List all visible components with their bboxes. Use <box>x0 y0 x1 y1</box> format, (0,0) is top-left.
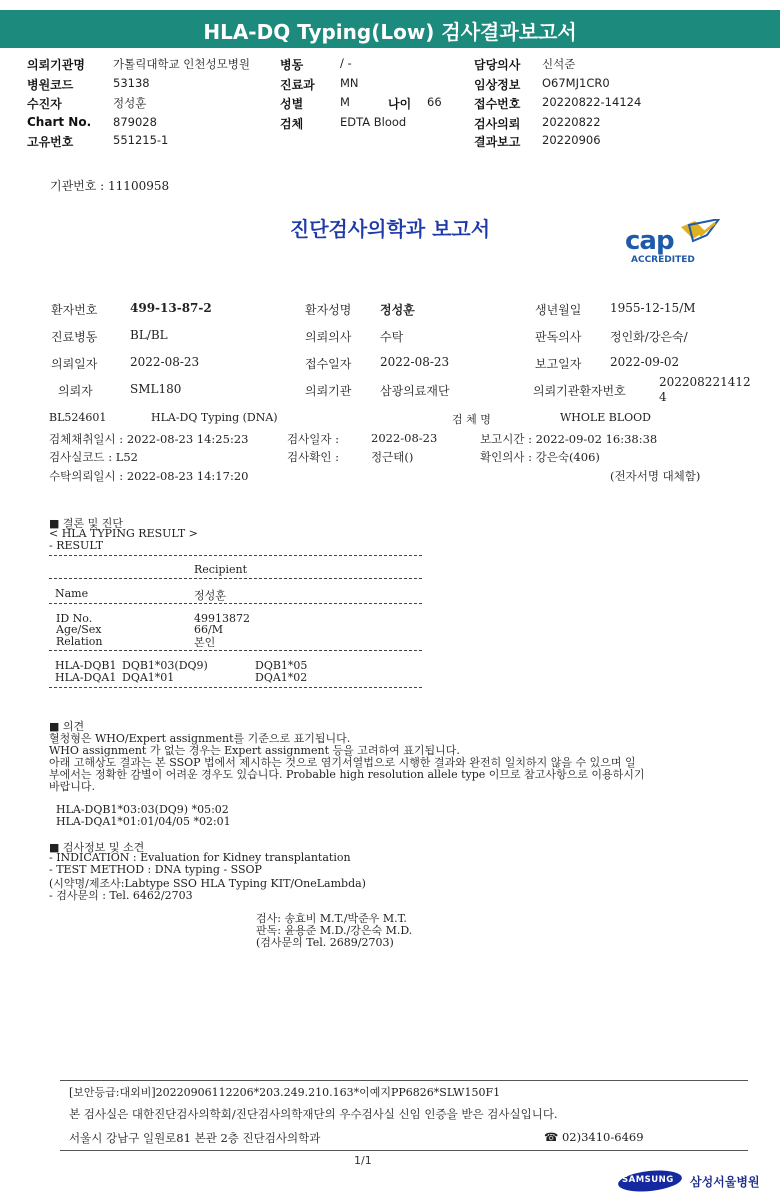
signer-test: 검사: 송효비 M.T./박준우 M.T. <box>256 912 407 925</box>
patient-number: 499-13-87-2 <box>130 301 212 315</box>
patient-name: 정성훈 <box>380 303 415 317</box>
patient-label: 판독의사 <box>535 330 582 344</box>
opinion-line: 혈청형은 WHO/Expert assignment를 기준으로 표기됩니다. <box>49 732 351 745</box>
cap-logo-text: cap <box>625 226 674 256</box>
opinion-line: 아래 고해상도 결과는 본 SSOP 법에서 제시하는 것으로 염기서열법으로 시행한 결과와 완전히 일치하지 않을 수 있으며 일 <box>49 756 636 769</box>
age-value: 66 <box>427 95 442 109</box>
header-label: 검사의뢰 <box>474 117 521 131</box>
header-label: 의뢰기관명 <box>27 58 85 72</box>
header-label: 임상정보 <box>474 78 521 92</box>
header-label: 고유번호 <box>27 135 74 149</box>
report-title-banner: HLA-DQ Typing(Low) 검사결과보고서 <box>203 20 577 44</box>
institution-number: 기관번호 : 11100958 <box>50 179 170 193</box>
header-value: 신석준 <box>542 57 576 71</box>
confirm-label: 검사확인 : <box>287 450 339 464</box>
test-code: BL524601 <box>49 411 107 424</box>
specimen-label: 검 체 명 <box>452 413 491 426</box>
address-text: 서울시 강남구 일원로81 본관 2층 진단검사의학과 <box>69 1131 321 1145</box>
header-value: O67MJ1CR0 <box>542 76 610 90</box>
certification-text: 본 검사실은 대한진단검사의학회/진단검사의학재단의 우수검사실 신임 인증을 받은 검사실입니다. <box>69 1107 558 1121</box>
confirm-doctor: 확인의사 : 강은숙(406) <box>480 450 600 464</box>
high-res-dqb1: HLA-DQB1*03:03(DQ9) *05:02 <box>56 803 229 816</box>
footer-divider <box>60 1150 748 1151</box>
header-value: 20220822-14124 <box>542 95 642 109</box>
patient-value: 2022-09-02 <box>610 355 680 369</box>
patient-value: 4 <box>659 390 667 404</box>
divider <box>49 578 422 579</box>
signer-read: 판독: 윤용준 M.D./강은숙 M.D. <box>256 924 413 937</box>
result-sub1: < HLA TYPING RESULT > <box>49 527 198 540</box>
security-line: [보안등급:대외비]20220906112206*203.249.210.163*이예지PP6826*SLW150F1 <box>69 1086 501 1099</box>
header-value: 정성훈 <box>113 96 147 110</box>
header-label: 수진자 <box>27 97 62 111</box>
opinion-line: 바랍니다. <box>49 780 96 793</box>
header-value: EDTA Blood <box>340 115 407 129</box>
hospital-name: 삼성서울병원 <box>690 1175 760 1189</box>
name-value: 정성훈 <box>194 589 226 602</box>
info-line: (시약명/제조사:Labtype SSO HLA Typing KIT/OneLambda) <box>49 877 366 890</box>
header-label: 성별 <box>280 97 304 111</box>
patient-label: 의뢰일자 <box>51 357 98 371</box>
patient-label: 의뢰자 <box>58 384 93 398</box>
header-value: M <box>340 95 350 109</box>
samsung-logo-text: SAMSUNG <box>622 1175 674 1185</box>
relation-label: Relation <box>56 635 103 648</box>
header-label: 접수번호 <box>474 97 521 111</box>
phone-text: ☎ 02)3410-6469 <box>544 1130 644 1144</box>
patient-value: 삼광의료재단 <box>380 384 450 398</box>
recipient-header: Recipient <box>194 563 248 576</box>
result-heading: ■ 결론 및 진단 <box>49 517 124 530</box>
patient-value: 2022-08-23 <box>130 355 200 369</box>
patient-value: 정인화/강은숙/ <box>610 330 688 344</box>
dqa1-allele-b: DQA1*02 <box>255 671 308 684</box>
age-label: 나이 <box>388 97 412 111</box>
specimen-value: WHOLE BLOOD <box>560 411 651 424</box>
patient-value: SML180 <box>130 382 182 396</box>
room-code: 검사실코드 : L52 <box>49 450 138 464</box>
opinion-line: 부에서는 정확한 감별이 어려운 경우도 있습니다. Probable high resolution allele type 이므로 참고사항으로 이용하시기 <box>49 768 645 781</box>
header-label: 병원코드 <box>27 78 74 92</box>
page-number: 1/1 <box>354 1154 372 1167</box>
test-date-value: 2022-08-23 <box>371 431 438 445</box>
header-value: / - <box>340 56 352 70</box>
patient-value: 수탁 <box>380 330 404 344</box>
report-title: 진단검사의학과 보고서 <box>289 217 491 241</box>
id-label: ID No. <box>56 612 93 625</box>
divider <box>49 650 422 651</box>
opinion-heading: ■ 의견 <box>49 720 85 733</box>
consign-time: 수탁의뢰일시 : 2022-08-23 14:17:20 <box>49 469 249 483</box>
collect-time: 검체채취일시 : 2022-08-23 14:25:23 <box>49 432 249 446</box>
header-value: 879028 <box>113 115 157 129</box>
dqb1-label: HLA-DQB1 <box>55 659 117 672</box>
info-line: - TEST METHOD : DNA typing - SSOP <box>49 863 262 876</box>
header-label: Chart No. <box>27 115 92 129</box>
agesex-value: 66/M <box>194 623 223 636</box>
dqa1-allele-a: DQA1*01 <box>122 671 175 684</box>
report-time: 보고시간 : 2022-09-02 16:38:38 <box>480 432 658 446</box>
patient-label: 생년월일 <box>535 303 582 317</box>
patient-label: 접수일자 <box>305 357 352 371</box>
agesex-label: Age/Sex <box>56 623 102 636</box>
patient-label: 환자번호 <box>51 303 98 317</box>
test-date-label: 검사일자 : <box>287 432 339 446</box>
name-label: Name <box>55 587 89 600</box>
patient-value: 2022-08-23 <box>380 355 450 369</box>
dqb1-allele-b: DQB1*05 <box>255 659 308 672</box>
patient-label: 진료병동 <box>51 330 98 344</box>
relation-value: 본인 <box>194 636 216 649</box>
header-value: 551215-1 <box>113 133 169 147</box>
divider <box>49 603 422 604</box>
header-value: 가톨릭대학교 인천성모병원 <box>113 57 250 71</box>
patient-birth: 1955-12-15/M <box>610 301 696 315</box>
high-res-dqa1: HLA-DQA1*01:01/04/05 *02:01 <box>56 815 231 828</box>
patient-value: BL/BL <box>130 328 168 342</box>
header-value: 20220906 <box>542 133 601 147</box>
header-label: 진료과 <box>280 78 315 92</box>
header-label: 병동 <box>280 58 304 72</box>
divider <box>49 555 422 556</box>
info-line: - 검사문의 : Tel. 6462/2703 <box>49 889 193 902</box>
info-line: - INDICATION : Evaluation for Kidney transplantation <box>49 851 351 864</box>
patient-value: 202208221412 <box>659 375 751 389</box>
header-label: 담당의사 <box>474 58 521 72</box>
divider <box>49 687 422 688</box>
header-label: 결과보고 <box>474 135 521 149</box>
header-value: 20220822 <box>542 115 601 129</box>
result-sub2: - RESULT <box>49 539 104 552</box>
patient-label: 환자성명 <box>305 303 352 317</box>
patient-label: 의뢰의사 <box>305 330 352 344</box>
id-value: 49913872 <box>194 612 250 625</box>
footer-divider <box>60 1080 748 1081</box>
dqa1-label: HLA-DQA1 <box>55 671 117 684</box>
header-label: 검체 <box>280 117 304 131</box>
patient-label: 의뢰기관환자번호 <box>533 384 626 398</box>
dqb1-allele-a: DQB1*03(DQ9) <box>122 659 208 672</box>
confirm-value: 정근태() <box>371 450 414 464</box>
header-value: MN <box>340 76 359 90</box>
cap-accredited-text: ACCREDITED <box>631 255 695 265</box>
patient-label: 의뢰기관 <box>305 384 352 398</box>
patient-label: 보고일자 <box>535 357 582 371</box>
esign-note: (전자서명 대체함) <box>610 469 701 483</box>
header-value: 53138 <box>113 76 150 90</box>
info-heading: ■ 검사정보 및 소견 <box>49 841 145 854</box>
signer-contact: (검사문의 Tel. 2689/2703) <box>256 936 394 949</box>
opinion-line: WHO assignment 가 없는 경우는 Expert assignment 등을 고려하여 표기됩니다. <box>49 744 460 757</box>
test-name: HLA-DQ Typing (DNA) <box>151 411 278 424</box>
